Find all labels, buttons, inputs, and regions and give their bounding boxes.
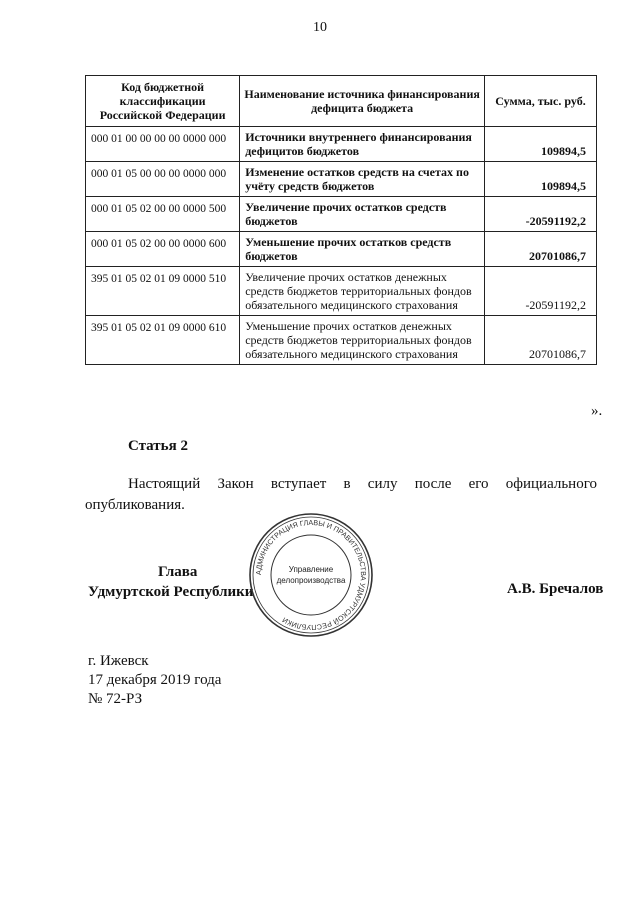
document-footer: [88, 652, 221, 709]
closing-quote: ».: [591, 403, 603, 419]
footer-law-number: № 72-РЗ: [88, 691, 143, 707]
header-name: Наименование источника финансирования дефицита бюджета: [240, 76, 485, 127]
code-cell: 395 01 05 02 01 09 0000 610: [86, 316, 240, 365]
page-number: 10: [313, 20, 327, 35]
amount-cell: -20591192,2: [485, 267, 597, 316]
header-code: Код бюджетной классификации Российской Федерации: [86, 76, 240, 127]
code-cell: 000 01 05 02 00 00 0000 600: [86, 232, 240, 267]
footer-date: 17 декабря 2019 года: [88, 672, 222, 688]
amount-cell: -20591192,2: [485, 197, 597, 232]
code-cell: 000 01 00 00 00 00 0000 000: [86, 127, 240, 162]
name-cell: Изменение остатков средств на счетах по учёту средств бюджетов: [240, 162, 485, 197]
stamp-outer-ring-inner: [253, 517, 369, 633]
name-cell: Источники внутреннего финансирования дефицитов бюджетов: [240, 127, 485, 162]
name-cell: Уменьшение прочих остатков денежных средств бюджетов территориальных фондов обязательного медицинского страхования: [240, 316, 485, 365]
stamp-ring-text: АДМИНИСТРАЦИЯ ГЛАВЫ И ПРАВИТЕЛЬСТВА УДМУРТСКОЙ РЕСПУБЛИКИ: [253, 517, 369, 633]
budget-sources-table: [85, 75, 597, 365]
amount-cell: 109894,5: [485, 162, 597, 197]
table-row: [86, 316, 597, 365]
code-cell: 000 01 05 02 00 00 0000 500: [86, 197, 240, 232]
signatory-title-line1: Глава: [158, 564, 198, 580]
amount-cell: 109894,5: [485, 127, 597, 162]
table-header-row: [86, 76, 597, 127]
name-cell: Увеличение прочих остатков средств бюджетов: [240, 197, 485, 232]
table-row: [86, 162, 597, 197]
name-cell: Уменьшение прочих остатков средств бюджетов: [240, 232, 485, 267]
stamp-center-line1: Управление: [288, 565, 334, 574]
article-title: Статья 2: [128, 438, 188, 454]
code-cell: 395 01 05 02 01 09 0000 510: [86, 267, 240, 316]
signatory-title-line2: Удмуртской Республики: [88, 584, 254, 600]
table-row: [86, 232, 597, 267]
official-stamp: [246, 510, 376, 640]
signatory-name: А.В. Бречалов: [507, 581, 604, 597]
amount-cell: 20701086,7: [485, 232, 597, 267]
signatory-title: [88, 562, 253, 602]
stamp-inner-ring: [271, 535, 351, 615]
stamp-outer-ring: [250, 514, 372, 636]
table-body: [86, 127, 597, 365]
table-row: [86, 127, 597, 162]
header-amount: Сумма, тыс. руб.: [485, 76, 597, 127]
table-row: [86, 197, 597, 232]
code-cell: 000 01 05 00 00 00 0000 000: [86, 162, 240, 197]
name-cell: Увеличение прочих остатков денежных средств бюджетов территориальных фондов обязательного медицинского страхования: [240, 267, 485, 316]
footer-city: г. Ижевск: [88, 653, 149, 669]
stamp-center-line2: делопроизводства: [276, 576, 346, 585]
amount-cell: 20701086,7: [485, 316, 597, 365]
table-row: [86, 267, 597, 316]
article-text: Настоящий Закон вступает в силу после его официального опубликования.: [85, 476, 597, 513]
